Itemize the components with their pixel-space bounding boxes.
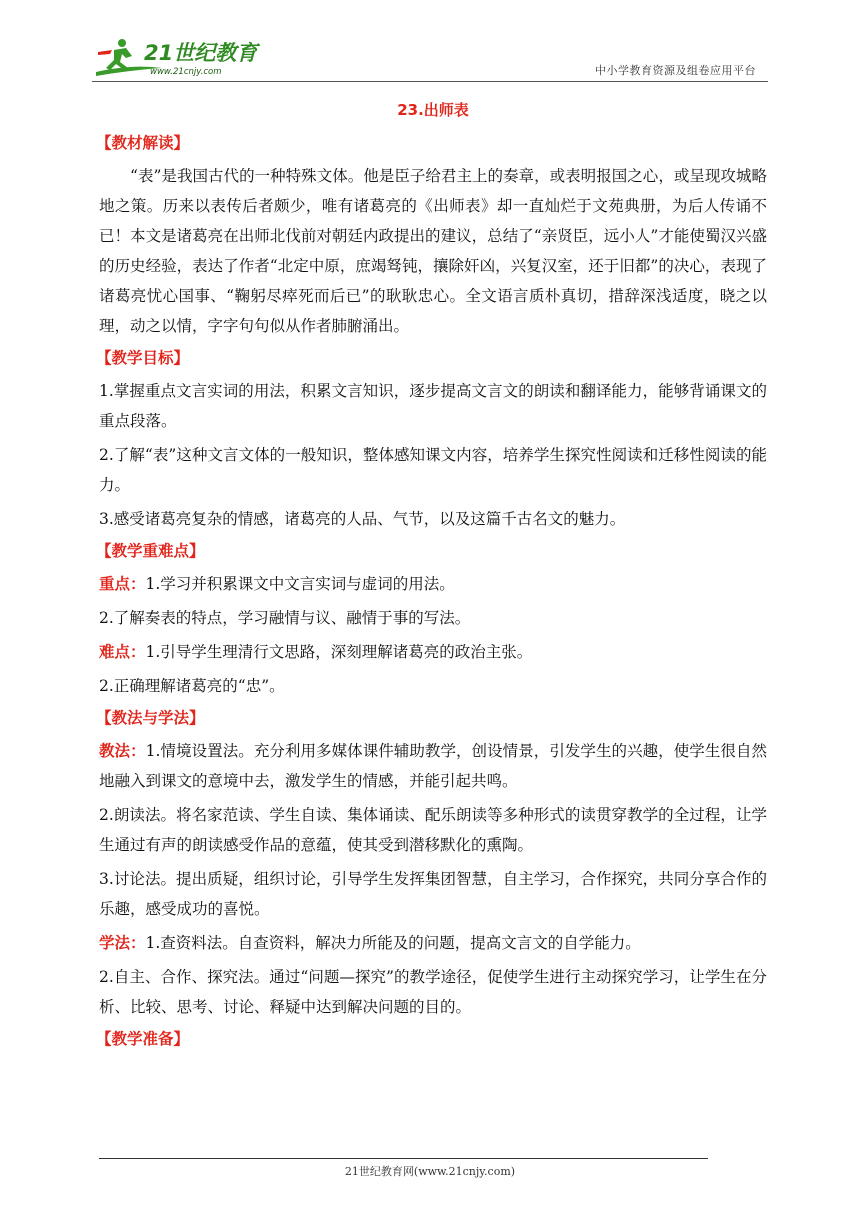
document-title: 23.出师表 <box>397 101 469 119</box>
section-heading-key-points: 【教学重难点】 <box>96 542 205 560</box>
difficulty-text: 1.引导学生理清行文思路，深刻理解诸葛亮的政治主张。 <box>145 643 533 661</box>
logo <box>92 34 272 80</box>
key-point-item: 2.了解奏表的特点，学习融情与议、融情于事的写法。 <box>99 609 471 627</box>
teaching-method-item: 3.讨论法。提出质疑，组织讨论，引导学生发挥集团智慧，自主学习，合作探究，共同分享合作的乐趣，感受成功的喜悦。 <box>99 870 767 918</box>
difficulty-item: 2.正确理解诸葛亮的“忠”。 <box>99 677 285 695</box>
key-point-text: 1.学习并积累课文中文言实词与虚词的用法。 <box>145 575 455 593</box>
platform-name: 中小学教育资源及组卷应用平台 <box>595 64 756 77</box>
difficulty-item <box>99 637 767 667</box>
teaching-method-label: 教法： <box>99 741 146 760</box>
objective-item: 3.感受诸葛亮复杂的情感，诸葛亮的人品、气节，以及这篇千古名文的魅力。 <box>99 510 626 528</box>
key-point-item <box>99 569 767 599</box>
document-body <box>96 98 767 1057</box>
teaching-method-item: 2.朗读法。将名家范读、学生自读、集体诵读、配乐朗读等多种形式的读贯穿教学的全过程，让学生通过有声的朗读感受作品的意蕴，使其受到潜移默化的熏陶。 <box>99 806 767 854</box>
objective-item: 1.掌握重点文言实词的用法，积累文言知识，逐步提高文言文的朗读和翻译能力，能够背诵课文的重点段落。 <box>99 382 767 430</box>
learning-method-text: 1.查资料法。自查资料，解决力所能及的问题，提高文言文的自学能力。 <box>145 934 641 952</box>
section-heading-textbook: 【教材解读】 <box>96 134 190 152</box>
logo-text: 21世纪教育 <box>144 41 258 65</box>
footer-text: 21世纪教育网(www.21cnjy.com) <box>344 1165 516 1178</box>
learning-method-item <box>99 928 767 958</box>
key-label: 重点： <box>99 574 146 593</box>
difficulty-label: 难点： <box>99 642 146 661</box>
header-divider <box>92 81 768 82</box>
section-heading-methods: 【教法与学法】 <box>96 709 205 727</box>
section-heading-objectives: 【教学目标】 <box>96 349 190 367</box>
teaching-method-item <box>99 736 767 796</box>
objective-item: 2.了解“表”这种文言文体的一般知识，整体感知课文内容，培养学生探究性阅读和迁移性阅读的能力。 <box>99 446 767 494</box>
page-header <box>92 30 768 82</box>
logo-url: www.21cnjy.com <box>150 67 222 77</box>
paragraph: “表”是我国古代的一种特殊文体。他是臣子给君主上的奏章，或表明报国之心，或呈现攻城略地之策。历来以表传后者颇少，唯有诸葛亮的《出师表》却一直灿烂于文苑典册，为后人传诵不已！本文是诸葛亮在出师北伐前对朝廷内政提出的建议，总结了“亲贤臣，远小人”才能使蜀汉兴盛的历史经验，表达了作者“北定中原，庶竭驽钝，攘除奸凶，兴复汉室，还于旧都”的决心，表现了诸葛亮忧心国事、“鞠躬尽瘁死而后已”的耿耿忠心。全文语言质朴真切，措辞深浅适度，晓之以理，动之以情，字字句句似从作者肺腑涌出。 <box>99 167 767 335</box>
section-heading-preparation: 【教学准备】 <box>96 1030 190 1048</box>
learning-method-label: 学法： <box>99 933 146 952</box>
teaching-method-text: 1.情境设置法。充分利用多媒体课件辅助教学，创设情景，引发学生的兴趣，使学生很自然地融入到课文的意境中去，激发学生的情感，并能引起共鸣。 <box>99 742 767 790</box>
footer-divider <box>99 1158 708 1159</box>
learning-method-item: 2.自主、合作、探究法。通过“问题—探究”的教学途径，促使学生进行主动探究学习，让学生在分析、比较、思考、讨论、释疑中达到解决问题的目的。 <box>99 968 767 1016</box>
